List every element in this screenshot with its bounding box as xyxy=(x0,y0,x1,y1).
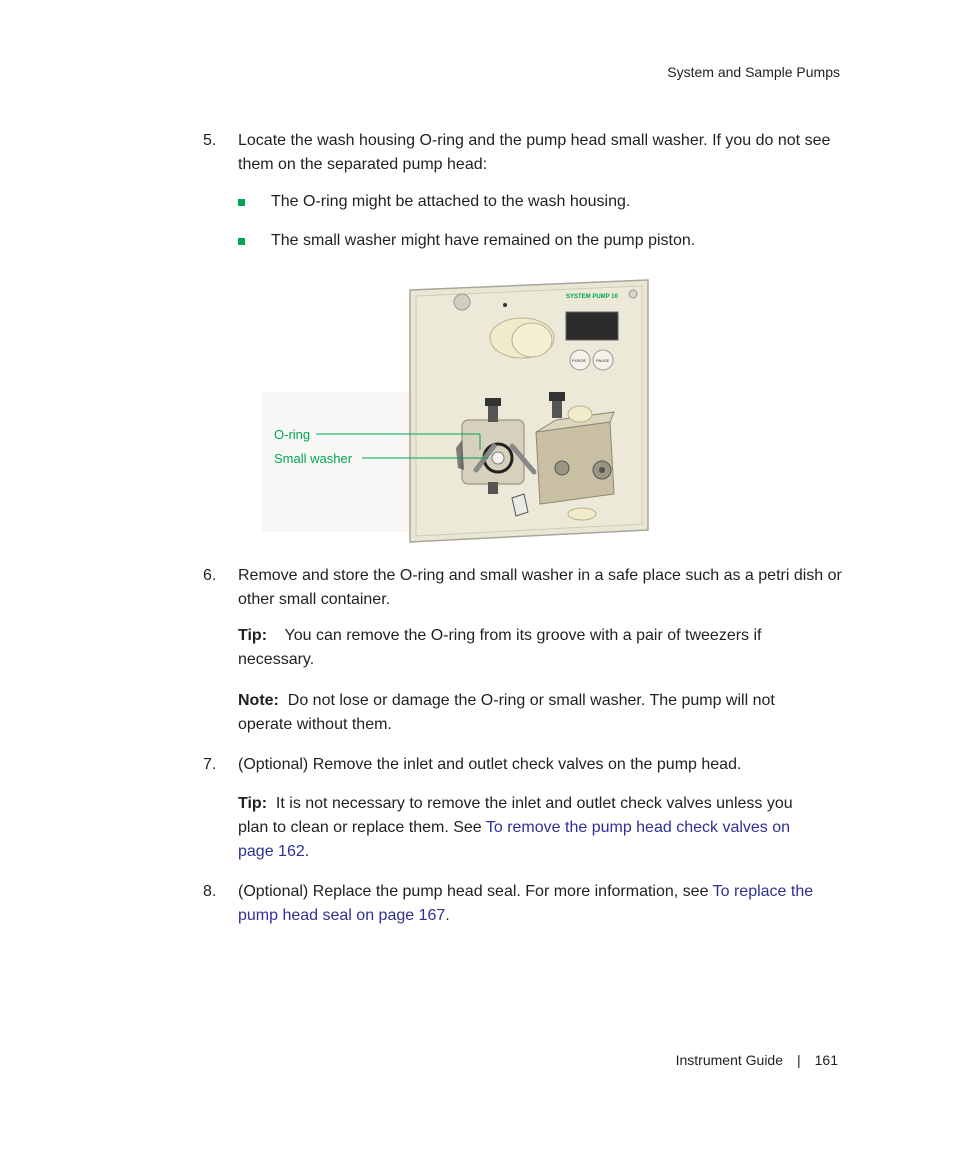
step-text: Remove and store the O-ring and small washer in a safe place such as a petri dish or other small container. xyxy=(238,567,842,608)
cross-reference-link[interactable]: To remove the pump head check valves on page 162 xyxy=(238,819,791,860)
tip-label: Tip: xyxy=(238,795,268,812)
panel-label: SYSTEM PUMP 10 xyxy=(566,294,618,300)
step-text: Locate the wash housing O-ring and the pump head small washer. If you do not see them on the separated pump head: xyxy=(238,132,831,173)
tip-block xyxy=(238,624,818,672)
tip-text: It is not necessary to remove the inlet and outlet check valves unless you plan to clean or replace them. See xyxy=(238,795,793,836)
step-number: 7. xyxy=(203,756,217,773)
pump-head-illustration xyxy=(262,272,654,550)
step-text: (Optional) Remove the inlet and outlet check valves on the pump head. xyxy=(238,756,742,773)
step-text-start: (Optional) Replace the pump head seal. For more information, see xyxy=(238,883,713,900)
running-header: System and Sample Pumps xyxy=(667,64,840,80)
bullet-item xyxy=(238,190,630,214)
note-label: Note: xyxy=(238,692,279,709)
note-text: Do not lose or damage the O-ring or small washer. The pump will not operate without them. xyxy=(238,692,775,733)
bullet-text: The small washer might have remained on the pump piston. xyxy=(271,232,696,249)
bullet-square-icon xyxy=(238,199,245,206)
step-7 xyxy=(203,753,843,777)
step-number: 5. xyxy=(203,132,217,149)
step-8 xyxy=(203,880,843,928)
tip-text: You can remove the O-ring from its groove with a pair of tweezers if necessary. xyxy=(238,627,762,668)
bullet-text: The O-ring might be attached to the wash housing. xyxy=(271,193,631,210)
tip-text-end: . xyxy=(304,843,310,860)
page-footer xyxy=(676,1052,838,1068)
step-text xyxy=(238,880,828,928)
step-text-end: . xyxy=(445,907,450,924)
tip-label: Tip: xyxy=(238,627,268,644)
bullet-item xyxy=(238,229,695,253)
cross-reference-link[interactable]: To replace the pump head seal on page 167 xyxy=(238,883,814,924)
callout-oring: O-ring xyxy=(274,427,311,442)
step-6 xyxy=(203,564,843,612)
callout-small-washer: Small washer xyxy=(274,451,353,466)
pause-button-label: PAUSE xyxy=(596,358,610,363)
page-number: 161 xyxy=(814,1052,838,1068)
step-number: 6. xyxy=(203,567,217,584)
note-block xyxy=(238,689,798,737)
bullet-square-icon xyxy=(238,238,245,245)
footer-doc-title: Instrument Guide xyxy=(675,1052,783,1068)
purge-button-label: PURGE xyxy=(572,358,587,363)
step-5 xyxy=(203,129,843,177)
tip-block xyxy=(238,792,808,864)
step-number: 8. xyxy=(203,883,217,900)
footer-separator: | xyxy=(797,1052,801,1068)
